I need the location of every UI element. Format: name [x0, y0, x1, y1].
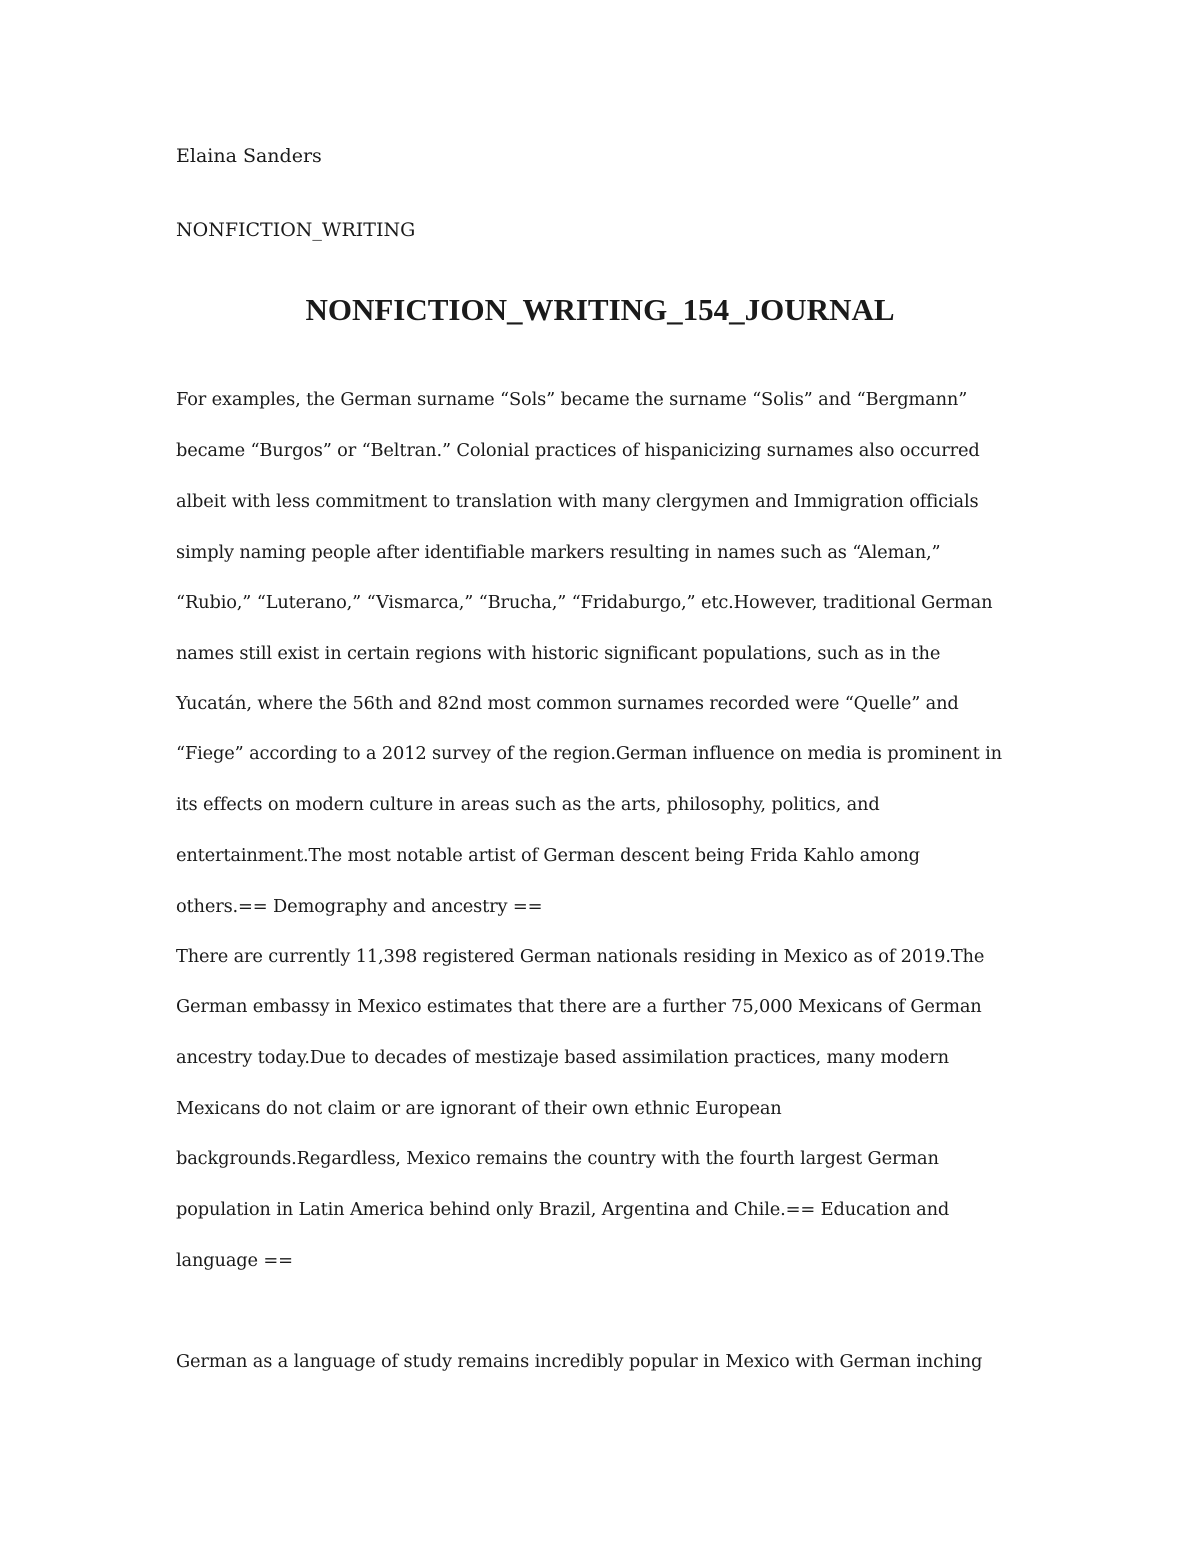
body-line: albeit with less commitment to translation with many clergymen and Immigration officials [176, 491, 979, 512]
body-line: became “Burgos” or “Beltran.” Colonial practices of hispanicizing surnames also occurred [176, 440, 980, 461]
body-line: ancestry today.Due to decades of mestizaje based assimilation practices, many modern [176, 1047, 949, 1068]
section-heading-line: language == [176, 1250, 293, 1271]
body-line: German embassy in Mexico estimates that there are a further 75,000 Mexicans of German [176, 996, 982, 1017]
body-line: names still exist in certain regions with historic significant populations, such as in the [176, 643, 941, 664]
body-line: entertainment.The most notable artist of German descent being Frida Kahlo among [176, 845, 920, 866]
body-line: There are currently 11,398 registered German nationals residing in Mexico as of 2019.The [176, 946, 985, 967]
body-line: its effects on modern culture in areas such as the arts, philosophy, politics, and [176, 794, 880, 815]
body-line: Mexicans do not claim or are ignorant of their own ethnic European [176, 1098, 782, 1119]
body-line: “Fiege” according to a 2012 survey of the region.German influence on media is prominent in [176, 743, 1002, 764]
author-name: Elaina Sanders [176, 145, 322, 167]
section-heading-line: others.== Demography and ancestry == [176, 896, 543, 917]
body-line: population in Latin America behind only Brazil, Argentina and Chile.== Education and [176, 1199, 950, 1220]
body-line: backgrounds.Regardless, Mexico remains the country with the fourth largest German [176, 1148, 939, 1169]
body-line: “Rubio,” “Luterano,” “Vismarca,” “Brucha,” “Fridaburgo,” etc.However, traditional German [176, 592, 993, 613]
body-line: For examples, the German surname “Sols” became the surname “Solis” and “Bergmann” [176, 389, 968, 410]
body-line: Yucatán, where the 56th and 82nd most common surnames recorded were “Quelle” and [176, 693, 959, 714]
course-name: NONFICTION_WRITING [176, 219, 416, 241]
body-line: German as a language of study remains incredibly popular in Mexico with German inching [176, 1351, 983, 1372]
body-line: simply naming people after identifiable markers resulting in names such as “Aleman,” [176, 542, 941, 563]
document-title: NONFICTION_WRITING_154_JOURNAL [305, 292, 895, 327]
